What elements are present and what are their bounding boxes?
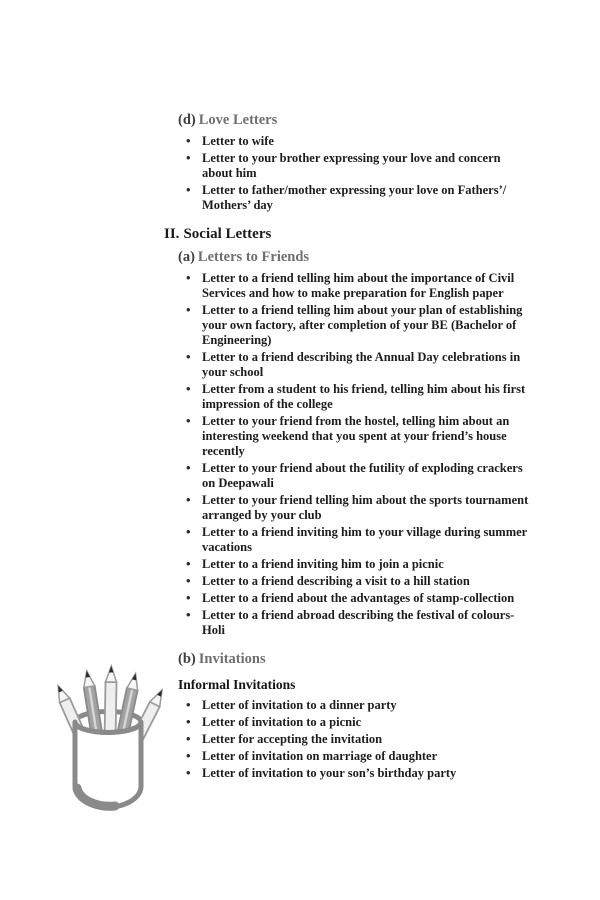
section-heading-letters-to-friends bbox=[178, 249, 530, 266]
list-item bbox=[202, 591, 530, 606]
list-item-text: Letter from a student to his friend, telling him about his first impression of the college bbox=[202, 382, 526, 411]
list-item bbox=[202, 749, 530, 764]
section-heading-invitations bbox=[178, 651, 530, 668]
list-item-text: Letter to your friend from the hostel, telling him about an interesting weekend that you spent at your friend’s house recently bbox=[202, 414, 510, 458]
list-item-text: Letter to your friend telling him about the sports tournament arranged by your club bbox=[202, 493, 529, 522]
love-letters-list bbox=[164, 134, 530, 213]
list-item-text: Letter to a friend inviting him to join a picnic bbox=[202, 557, 444, 571]
section-title: Love Letters bbox=[198, 112, 278, 128]
list-item bbox=[202, 303, 530, 348]
list-item bbox=[202, 493, 530, 523]
heading-informal-invitations: Informal Invitations bbox=[178, 677, 296, 692]
list-item-text: Letter of invitation to a dinner party bbox=[202, 698, 397, 712]
list-item bbox=[202, 608, 530, 638]
list-item-text: Letter to a friend abroad describing the festival of colours-Holi bbox=[202, 608, 515, 637]
section-title: Letters to Friends bbox=[197, 249, 310, 265]
section-title: Social Letters bbox=[183, 226, 272, 242]
list-item-text: Letter to a friend about the advantages of stamp-collection bbox=[202, 591, 515, 605]
list-item-text: Letter to a friend telling him about your plan of establishing your own factory, after completion of your BE (Bachelor of Engineering) bbox=[202, 303, 523, 347]
section-title: Invitations bbox=[198, 651, 266, 667]
list-item bbox=[202, 271, 530, 301]
list-item-text: Letter to father/mother expressing your love on Fathers’/ Mothers’ day bbox=[202, 183, 507, 212]
section-prefix: (d) bbox=[178, 112, 196, 128]
list-item-text: Letter to a friend telling him about the importance of Civil Services and how to make preparation for English paper bbox=[202, 271, 515, 300]
section-heading-love-letters bbox=[178, 112, 530, 129]
list-item bbox=[202, 382, 530, 412]
list-item-text: Letter of invitation on marriage of daughter bbox=[202, 749, 438, 763]
pencil-holder-illustration bbox=[55, 650, 167, 818]
letters-to-friends-list bbox=[164, 271, 530, 638]
list-item bbox=[202, 557, 530, 572]
list-item-text: Letter to a friend inviting him to your village during summer vacations bbox=[202, 525, 527, 554]
list-item bbox=[202, 151, 530, 181]
list-item-text: Letter to wife bbox=[202, 134, 274, 148]
list-item bbox=[202, 525, 530, 555]
section-heading-social-letters bbox=[164, 226, 530, 243]
list-item-text: Letter to a friend describing a visit to a hill station bbox=[202, 574, 470, 588]
list-item-text: Letter to your friend about the futility of exploding crackers on Deepawali bbox=[202, 461, 523, 490]
list-item bbox=[202, 461, 530, 491]
section-prefix: (b) bbox=[178, 651, 196, 667]
list-item bbox=[202, 134, 530, 149]
list-item bbox=[202, 574, 530, 589]
list-item-text: Letter to your brother expressing your love and concern about him bbox=[202, 151, 501, 180]
informal-invitations-list bbox=[164, 698, 530, 781]
section-prefix: II. bbox=[164, 226, 180, 242]
section-prefix: (a) bbox=[178, 249, 195, 265]
list-item bbox=[202, 732, 530, 747]
list-item-text: Letter to a friend describing the Annual Day celebrations in your school bbox=[202, 350, 521, 379]
list-item bbox=[202, 715, 530, 730]
list-item bbox=[202, 414, 530, 459]
list-item bbox=[202, 766, 530, 781]
pencil-cup-icon bbox=[55, 650, 167, 818]
list-item-text: Letter of invitation to your son’s birthday party bbox=[202, 766, 457, 780]
list-item-text: Letter for accepting the invitation bbox=[202, 732, 383, 746]
list-item-text: Letter of invitation to a picnic bbox=[202, 715, 362, 729]
page-content bbox=[164, 112, 530, 783]
list-item bbox=[202, 350, 530, 380]
list-item bbox=[202, 698, 530, 713]
list-item bbox=[202, 183, 530, 213]
